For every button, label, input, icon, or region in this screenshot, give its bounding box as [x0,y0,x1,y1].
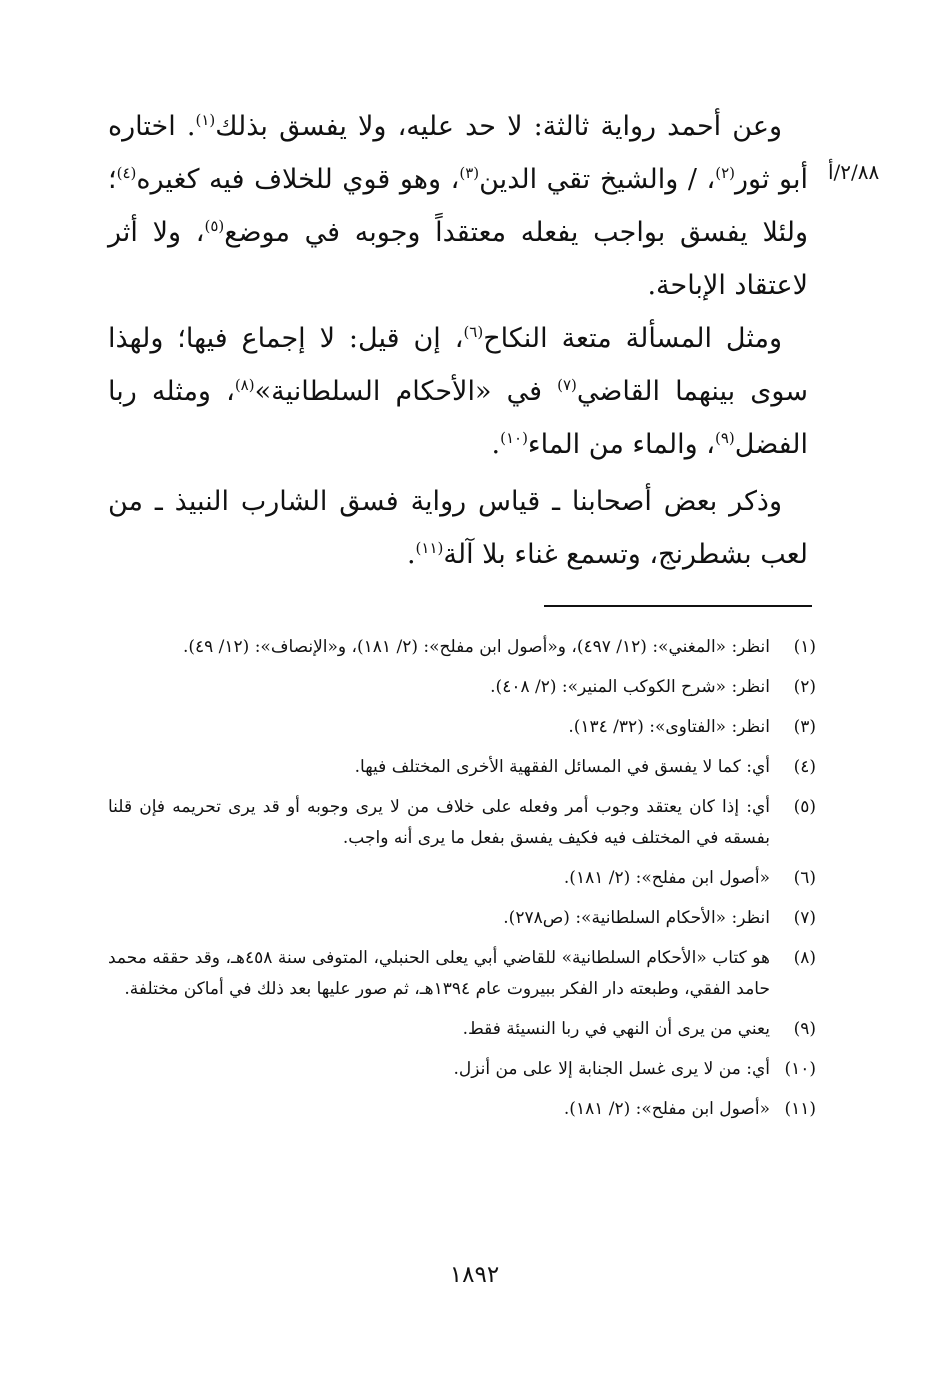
text-segment: وعن أحمد رواية ثالثة: لا حد عليه، ولا يفسق بذلك [215,111,782,142]
text-segment: . [491,429,501,460]
footnote-ref-10: (١٠) [500,429,528,447]
footnote-item [108,943,816,1005]
footnote-text: أي: كما لا يفسق في المسائل الفقهية الأخرى المختلف فيها. [354,757,770,777]
footnote-number: (٤) [793,757,816,777]
footnote-item [108,1014,816,1045]
footnote-number: (٧) [793,908,816,928]
footnote-ref-8: (٨) [234,376,255,394]
text-segment: ، / والشيخ تقي الدين [479,164,716,195]
footnote-ref-6: (٦) [463,323,484,341]
footnote-number: (٨) [793,948,816,968]
text-segment: في «الأحكام السلطانية» [254,376,558,407]
text-segment: ، وهو قوي للخلاف فيه كغيره [136,164,460,195]
footnote-number: (١١) [784,1099,816,1119]
footnote-text: انظر: «المغني»: (١٢/ ٤٩٧)، و«أصول ابن مفلح»: (٢/ ١٨١)، و«الإنصاف»: (١٢/ ٤٩). [182,637,770,657]
footnote-ref-11: (١١) [415,539,444,557]
paragraph-3 [108,475,808,581]
text-segment: ومثل المسألة متعة النكاح [483,323,782,354]
footnote-ref-1: (١) [195,111,216,129]
text-segment: ، والماء من الماء [527,429,715,460]
paragraph-1 [108,100,808,312]
manuscript-folio-reference: ٢/٨٨/أ [828,160,880,184]
footnote-ref-5: (٥) [204,217,225,235]
footnote-text: أي: من لا يرى غسل الجنابة إلا على من أنزل. [453,1059,770,1079]
footnote-separator [544,605,812,607]
text-segment: ، ومثله ربا الفضل [108,376,808,460]
footnote-number: (١) [793,637,816,657]
footnote-number: (٩) [793,1019,816,1039]
footnote-item [108,1054,816,1085]
footnote-text: هو كتاب «الأحكام السلطانية» للقاضي أبي يعلى الحنبلي، المتوفى سنة ٤٥٨هـ، وقد حققه محمد حامد الفقي، وطبعته دار الفكر ببيروت عام ١٣٩٤هـ، ثم صور عليها بعد ذلك في أماكن مختلفة. [108,948,770,999]
text-segment: . اختاره أبو ثور [108,111,808,195]
footnote-ref-9: (٩) [714,429,735,447]
footnote-item [108,903,816,934]
footnote-number: (١٠) [784,1059,816,1079]
footnote-item [108,1094,816,1125]
footnote-item [108,632,816,663]
footnote-ref-2: (٢) [715,164,735,182]
footnote-text: انظر: «الفتاوى»: (٣٢/ ١٣٤). [568,717,770,737]
footnote-ref-7: (٧) [557,376,577,394]
footnotes-list [108,632,816,1134]
footnote-text: يعني من يرى أن النهي في ربا النسيئة فقط. [462,1019,770,1039]
main-text [108,100,808,581]
footnote-text: انظر: «الأحكام السلطانية»: (ص٢٧٨). [503,908,770,928]
footnote-number: (٦) [793,868,816,888]
footnote-item [108,712,816,743]
paragraph-2 [108,312,808,471]
footnote-ref-4: (٤) [116,164,137,182]
text-segment: . [406,539,416,570]
page-number: ١٨٩٢ [449,1262,500,1288]
text-segment: ، ولا أثر لاعتقاد الإباحة. [108,217,808,301]
text-segment: ، إن قيل: لا إجماع فيها؛ ولهذا سوى بينهما القاضي [108,323,808,407]
footnote-item [108,792,816,854]
footnote-number: (٢) [793,677,816,697]
footnote-item [108,672,816,703]
footnote-text: أي: إذا كان يعتقد وجوب أمر وفعله على خلاف من لا يرى وجوبه أو قد يرى تحريمه فإن قلنا بفسقه في المختلف فيه فكيف يفسق بفعل ما يرى أنه واجب. [108,797,770,848]
footnote-text: «أصول ابن مفلح»: (٢/ ١٨١). [563,868,770,888]
footnote-text: «أصول ابن مفلح»: (٢/ ١٨١). [563,1099,770,1119]
footnote-item [108,752,816,783]
footnote-text: انظر: «شرح الكوكب المنير»: (٢/ ٤٠٨). [490,677,770,697]
text-segment: وذكر بعض أصحابنا ـ قياس رواية فسق الشارب النبيذ ـ من لعب بشطرنج، وتسمع غناء بلا آلة [108,486,808,570]
text-segment: ؛ ولئلا يفسق بواجب يفعله معتقداً وجوبه في موضع [108,164,808,248]
footnote-number: (٣) [793,717,816,737]
footnote-ref-3: (٣) [459,164,480,182]
footnote-item [108,863,816,894]
footnote-number: (٥) [793,797,816,817]
